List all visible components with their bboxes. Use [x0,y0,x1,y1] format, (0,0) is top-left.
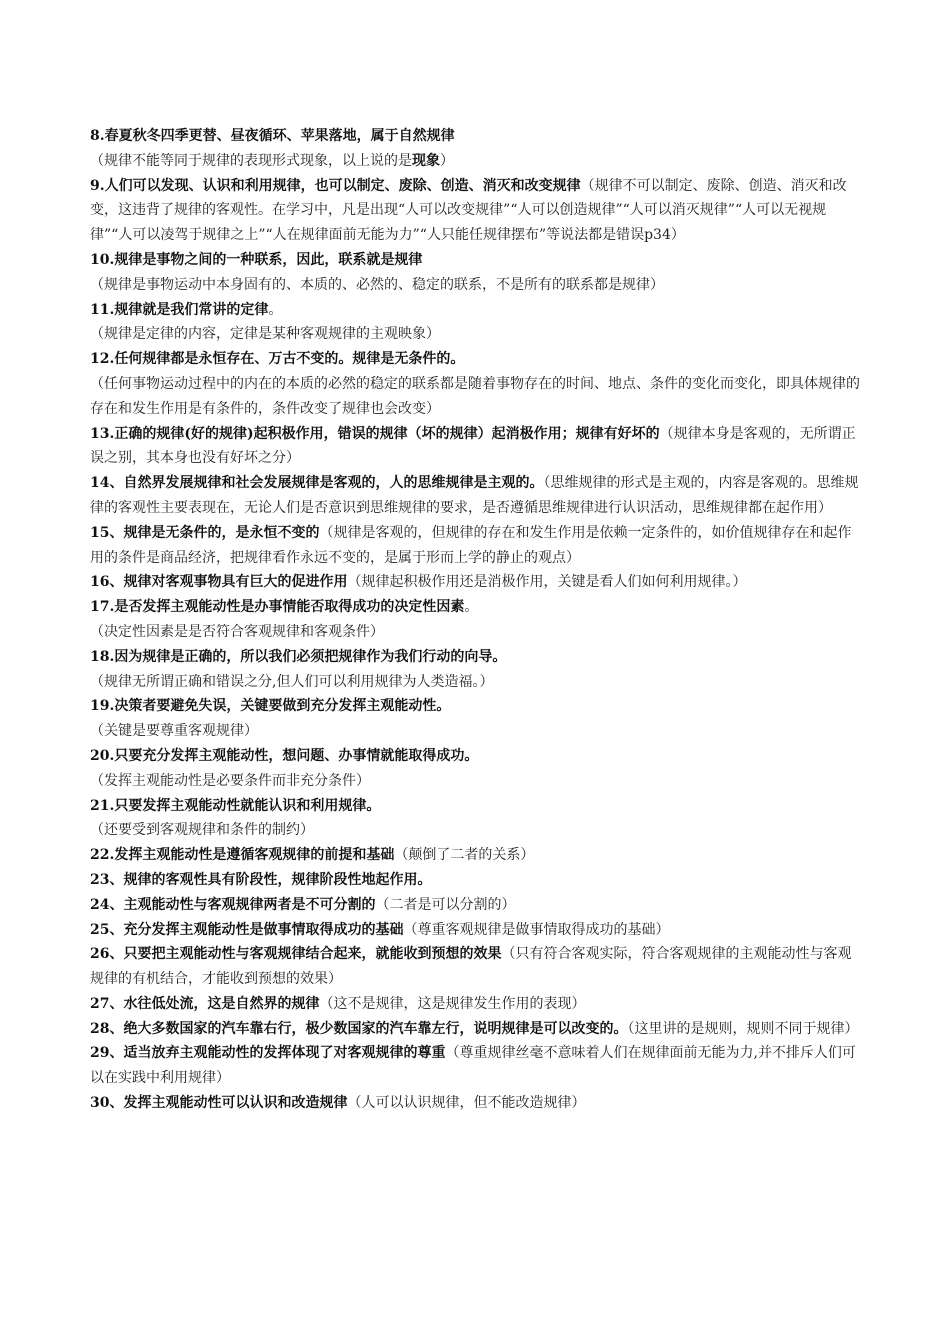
statement-11 [90,298,865,323]
document-body [90,124,865,1116]
explanation-text: （尊重客观规律是做事情取得成功的基础） [403,921,670,938]
statement-text: 17.是否发挥主观能动性是办事情能否取得成功的决定性因素 [90,599,465,616]
statement-text: 25、充分发挥主观能动性是做事情取得成功的基础 [90,921,404,938]
statement-text: 16、规律对客观事物具有巨大的促进作用 [90,574,348,591]
statement-29 [90,1041,865,1091]
explanation-17 [90,620,865,645]
statement-text: 27、水往低处流，这是自然界的规律 [90,995,320,1012]
statement-21 [90,794,865,819]
explanation-text: （规律本身是客观的，无所谓正误之别，其本身也没有好坏之分） [90,425,856,467]
explanation-12 [90,372,865,422]
emphasis-text: 现象 [412,152,440,169]
statement-text: 9.人们可以发现、认识和利用规律，也可以制定、废除、创造、消灭和改变规律 [90,177,581,194]
statement-26 [90,942,865,992]
statement-17 [90,595,865,620]
explanation-19 [90,719,865,744]
explanation-tail: ） [440,152,454,169]
explanation-text: （规律不可以制定、废除、创造、消灭和改变，这违背了规律的客观性。在学习中，凡是出现“人可以改变规律”“人可以创造规律”“人可以消灭规律”“人可以无视规律”“人可以凌驾于规律之上”“人在规律面前无能为力”“人只能任规律摆布”等说法都是错误p34） [90,177,847,244]
explanation-text: （任何事物运动过程中的内在的本质的必然的稳定的联系都是随着事物存在的时间、地点、条件的变化而变化，即具体规律的存在和发生作用是有条件的，条件改变了规律也会改变） [90,375,860,417]
statement-text: 11.规律就是我们常讲的定律 [90,301,269,318]
explanation-text: （决定性因素是是否符合客观规律和客观条件） [90,623,384,640]
explanation-text: （只有符合客观实际，符合客观规律的主观能动性与客观规律的有机结合，才能收到预想的效果） [90,946,852,988]
statement-28 [90,1017,865,1042]
statement-16 [90,570,865,595]
explanation-text: 。 [464,599,479,616]
explanation-text: （还要受到客观规律和条件的制约） [90,822,314,839]
explanation-10 [90,273,865,298]
statement-text: 30、发挥主观能动性可以认识和改造规律 [90,1095,348,1112]
explanation-text: （二者是可以分割的） [375,896,516,913]
explanation-text: （关键是要尊重客观规律） [90,723,258,740]
statement-8 [90,124,865,149]
explanation-8 [90,149,865,174]
explanation-text: （人可以认识规律，但不能改造规律） [347,1095,586,1112]
statement-text: 14、自然界发展规律和社会发展规律是客观的，人的思维规律是主观的。 [90,475,544,492]
explanation-text: （尊重规律丝毫不意味着人们在规律面前无能为力,并不排斥人们可以在实践中利用规律） [90,1045,856,1087]
explanation-text: （规律是定律的内容，定律是某种客观规律的主观映象） [90,326,440,343]
statement-text: 15、规律是无条件的，是永恒不变的 [90,524,320,541]
statement-text: 8.春夏秋冬四季更替、昼夜循环、苹果落地，属于自然规律 [90,128,455,144]
statement-27 [90,992,865,1017]
explanation-21 [90,818,865,843]
explanation-text: （规律是客观的，但规律的存在和发生作用是依赖一定条件的，如价值规律存在和起作用的条件是商品经济，把规律看作永远不变的，是属于形而上学的静止的观点） [90,524,852,566]
statement-text: 22.发挥主观能动性是遵循客观规律的前提和基础 [90,847,395,864]
statement-14 [90,471,865,521]
explanation-text: （思维规律的形式是主观的，内容是客观的。思维规律的客观性主要表现在，无论人们是否意识到思维规律的要求，是否遵循思维规律进行认识活动，思维规律都在起作用） [90,475,859,516]
explanation-text: （这里讲的是规则，规则不同于规律） [627,1020,859,1037]
statement-19 [90,694,865,719]
explanation-text: （规律不能等同于规律的表现形式现象，以上说的是 [90,152,412,169]
explanation-text: （规律是事物运动中本身固有的、本质的、必然的、稳定的联系，不是所有的联系都是规律） [90,276,664,293]
explanation-text: （这不是规律，这是规律发生作用的表现） [319,995,586,1012]
statement-25 [90,918,865,943]
statement-text: 18.因为规律是正确的，所以我们必须把规律作为我们行动的向导。 [90,648,507,665]
statement-text: 23、规律的客观性具有阶段性，规律阶段性地起作用。 [90,871,432,888]
statement-text: 10.规律是事物之间的一种联系，因此，联系就是规律 [90,251,423,268]
statement-text: 26、只要把主观能动性与客观规律结合起来，就能收到预想的效果 [90,946,502,963]
statement-text: 29、适当放弃主观能动性的发挥体现了对客观规律的尊重 [90,1045,446,1062]
statement-text: 19.决策者要避免失误，关键要做到充分发挥主观能动性。 [90,698,451,715]
statement-10 [90,248,865,273]
statement-20 [90,744,865,769]
statement-9 [90,174,865,248]
statement-text: 13.正确的规律(好的规律)起积极作用，错误的规律（坏的规律）起消极作用；规律有好坏的 [90,425,660,442]
explanation-text: （发挥主观能动性是必要条件而非充分条件） [90,772,370,789]
explanation-11 [90,322,865,347]
statement-24 [90,893,865,918]
explanation-20 [90,769,865,794]
statement-text: 28、绝大多数国家的汽车靠右行，极少数国家的汽车靠左行，说明规律是可以改变的。 [90,1020,628,1037]
statement-18 [90,645,865,670]
explanation-text: （规律起积极作用还是消极作用，关键是看人们如何利用规律。） [347,574,747,591]
statement-30 [90,1091,865,1116]
statement-13 [90,422,865,472]
statement-text: 12.任何规律都是永恒存在、万古不变的。规律是无条件的。 [90,351,465,368]
statement-text: 20.只要充分发挥主观能动性，想问题、办事情就能取得成功。 [90,747,479,764]
statement-15 [90,521,865,571]
statement-22 [90,843,865,868]
statement-text: 24、主观能动性与客观规律两者是不可分割的 [90,896,376,913]
statement-text: 21.只要发挥主观能动性就能认识和利用规律。 [90,797,381,814]
explanation-text: （颠倒了二者的关系） [394,847,535,864]
explanation-text: （规律无所谓正确和错误之分,但人们可以利用规律为人类造福。） [90,673,494,690]
statement-23 [90,868,865,893]
statement-12 [90,347,865,372]
explanation-text: 。 [268,301,283,318]
explanation-18 [90,670,865,695]
